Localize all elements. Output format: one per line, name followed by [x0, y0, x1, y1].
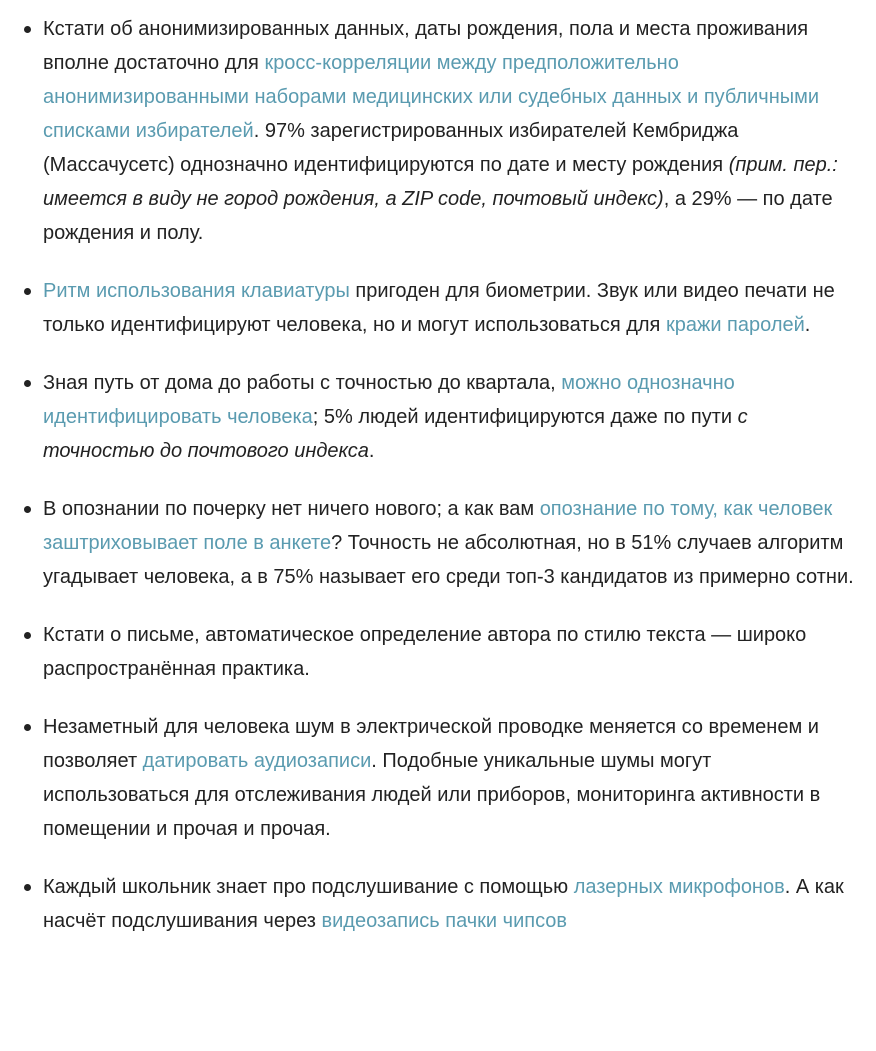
- password-theft-link[interactable]: кражи паролей: [665, 314, 805, 336]
- item-text: Каждый школьник знает про подслушивание с помощью: [43, 876, 574, 898]
- chips-bag-video-link[interactable]: видеозапись пачки чипсов: [321, 910, 568, 932]
- item-text: .: [368, 440, 375, 462]
- item-text: . А как насчёт подслушивания через: [43, 876, 844, 932]
- item-text: Незаметный для человека шум в электрической проводке меняется со временем и позволяет: [43, 716, 819, 772]
- item-text: ; 5% людей идентифицируются даже по пути: [312, 406, 738, 428]
- item-text: . 97% зарегистрированных избирателей Кембриджа (Массачусетс) однозначно идентифицируются по дате и месту рождения: [43, 120, 739, 176]
- date-audio-link[interactable]: датировать аудиозаписи: [142, 750, 372, 772]
- item-text: Зная путь от дома до работы с точностью до квартала,: [43, 372, 562, 394]
- bullet-icon: [24, 26, 31, 33]
- bullet-list: [0, 12, 876, 938]
- laser-microphones-link[interactable]: лазерных микрофонов: [573, 876, 785, 898]
- item-text: пригоден для биометрии. Звук или видео печати не только идентифицируют человека, но и могут использоваться для: [43, 280, 835, 336]
- item-text: , а 29% — по дате рождения и полу.: [43, 188, 833, 244]
- list-item: [0, 492, 876, 594]
- item-text: Кстати о письме, автоматическое определение автора по стилю текста — широко распространённая практика.: [43, 624, 807, 680]
- list-item: [0, 710, 876, 846]
- keystroke-rhythm-link[interactable]: Ритм использования клавиатуры: [43, 280, 350, 302]
- bullet-icon: [24, 506, 31, 513]
- bullet-icon: [24, 884, 31, 891]
- list-item: [0, 366, 876, 468]
- item-text: . Подобные уникальные шумы могут использоваться для отслеживания людей или приборов, мониторинга активности в помещении и прочая и прочая.: [43, 750, 821, 840]
- italic-text: с точностью до почтового индекса: [43, 406, 748, 462]
- item-text: .: [804, 314, 811, 336]
- item-text: ? Точность не абсолютная, но в 51% случаев алгоритм угадывает человека, а в 75% называет его среди топ-3 кандидатов из примерно сотни.: [43, 532, 854, 588]
- translator-note: (прим. пер.: имеется в виду не город рождения, а ZIP code, почтовый индекс): [43, 154, 838, 210]
- list-item: [0, 12, 876, 250]
- item-text: Кстати об анонимизированных данных, даты рождения, пола и места проживания вполне достаточно для: [43, 18, 809, 74]
- bullet-icon: [24, 380, 31, 387]
- list-item: [0, 870, 876, 938]
- list-item: [0, 618, 876, 686]
- cross-correlation-link[interactable]: кросс-корреляции между предположительно анонимизированными наборами медицинских или судебных данных и публичными списками избирателей: [43, 52, 820, 142]
- identify-person-link[interactable]: можно однозначно идентифицировать человека: [43, 372, 735, 428]
- bullet-icon: [24, 724, 31, 731]
- form-shading-link[interactable]: опознание по тому, как человек заштриховывает поле в анкете: [43, 498, 833, 554]
- bullet-icon: [24, 632, 31, 639]
- list-item: [0, 274, 876, 342]
- bullet-icon: [24, 288, 31, 295]
- item-text: В опознании по почерку нет ничего нового; а как вам: [43, 498, 540, 520]
